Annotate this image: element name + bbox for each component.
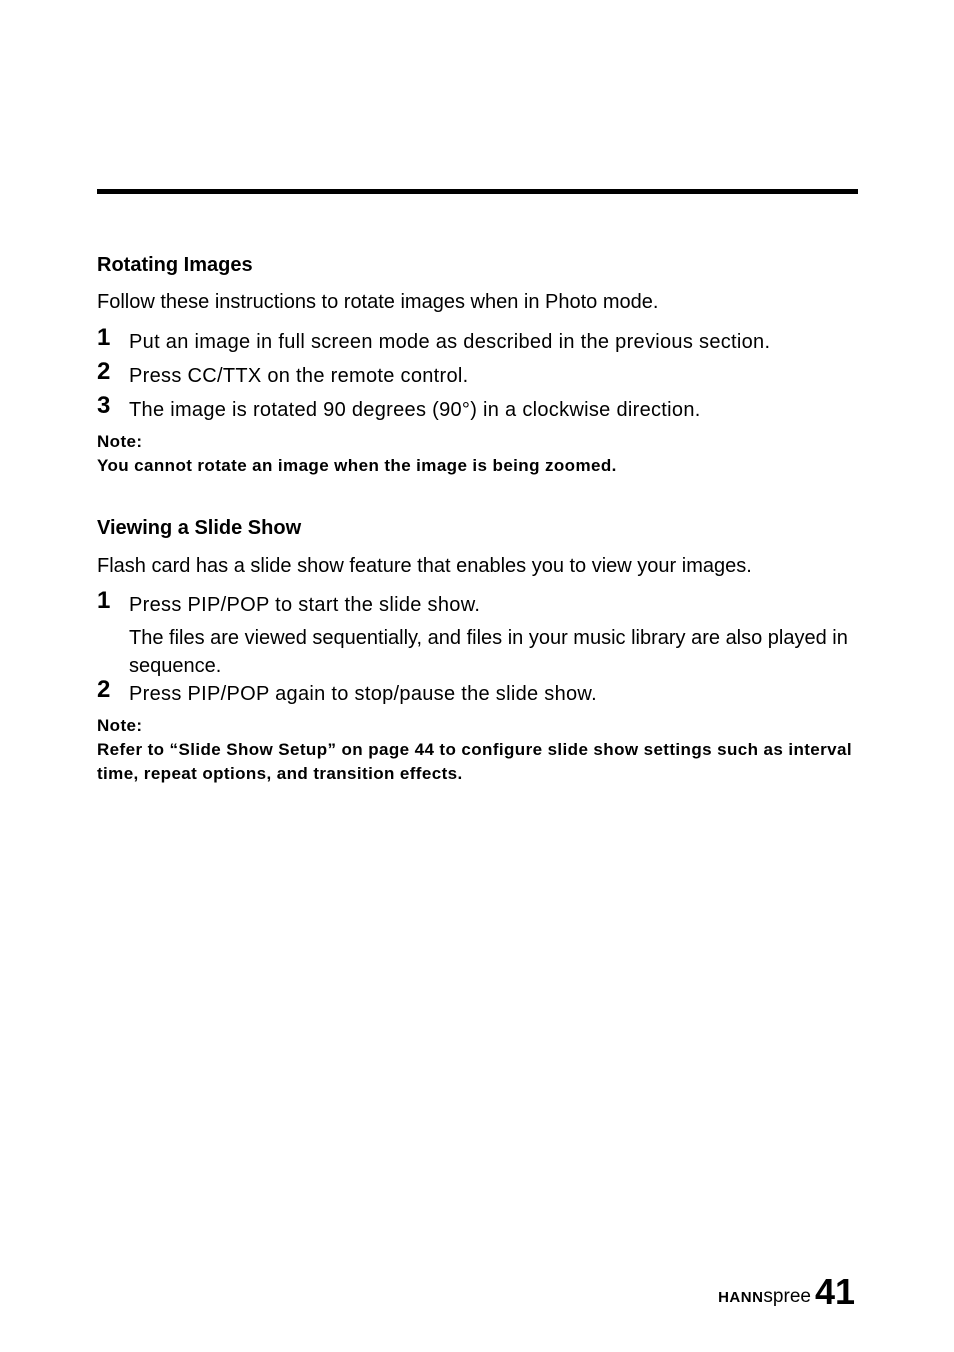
step-text: Put an image in full screen mode as described in the previous section.	[129, 331, 771, 353]
step-text: The image is rotated 90 degrees (90°) in a clockwise direction.	[129, 399, 701, 421]
header-rule	[97, 189, 858, 194]
note-text: You cannot rotate an image when the image is being zoomed.	[97, 456, 617, 475]
step-text: Press CC/TTX on the remote control.	[129, 365, 469, 387]
section-heading-slide-show: Viewing a Slide Show	[97, 517, 302, 539]
step-item	[97, 358, 867, 392]
step-item	[97, 676, 867, 710]
step-number: 2	[97, 676, 111, 703]
step-number: 1	[97, 587, 111, 614]
step-number: 2	[97, 358, 111, 385]
section-heading-rotating-images: Rotating Images	[97, 254, 253, 276]
step-item	[97, 324, 867, 358]
step-number: 1	[97, 324, 111, 351]
note-text: Refer to “Slide Show Setup” on page 44 to configure slide show settings such as interval time, repeat options, and transition effects.	[97, 740, 853, 783]
brand-logo-bold: HANN	[718, 1289, 764, 1306]
step-number: 3	[97, 392, 111, 419]
brand-logo	[718, 1286, 811, 1312]
note-label: Note:	[97, 716, 143, 735]
step-item	[97, 392, 867, 426]
step-item	[97, 587, 867, 621]
section-intro: Follow these instructions to rotate images when in Photo mode.	[97, 291, 659, 313]
step-text: Press PIP/POP again to stop/pause the slide show.	[129, 683, 597, 705]
step-detail: The files are viewed sequentially, and files in your music library are also played in sequence.	[129, 627, 848, 677]
note-label: Note:	[97, 432, 143, 451]
section-intro: Flash card has a slide show feature that enables you to view your images.	[97, 555, 752, 577]
step-text: Press PIP/POP to start the slide show.	[129, 594, 481, 616]
page-number: 41	[814, 1271, 855, 1312]
brand-logo-light: spree	[763, 1286, 811, 1307]
page-footer	[718, 1268, 855, 1312]
